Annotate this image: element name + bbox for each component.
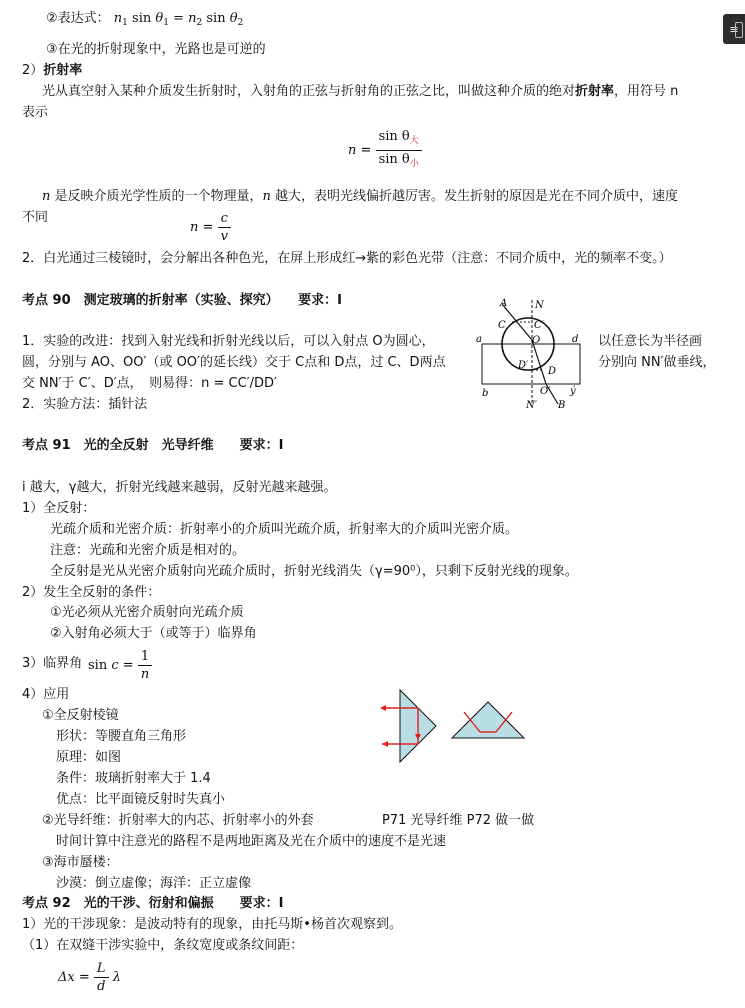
label-Cp: C′ — [534, 320, 544, 331]
mirage-detail: 沙漠：倒立虚像；海洋：正立虚像 — [56, 876, 252, 891]
experiment-line-3: 交 NN′于 C′、D′点， 则易得：n = CC′/DD′ — [22, 376, 278, 391]
label-Dp: D′ — [518, 360, 529, 371]
total-reflection-heading: 1）全反射： — [22, 501, 96, 516]
label-O: O — [532, 335, 541, 346]
label-C: C — [498, 320, 506, 331]
conditions-heading: 2）发生全反射的条件： — [22, 585, 161, 600]
label-Op: O′ — [540, 386, 551, 397]
snell-formula: $n_1$ $\sin \theta_1 = n_2$ $\sin \theta_2$ — [113, 11, 244, 28]
mirage-app: ③海市蜃楼： — [42, 855, 119, 870]
n-meaning-line-2: 不同 — [22, 210, 49, 225]
pen-icon — [735, 22, 743, 38]
critical-angle-formula: sin c = $\frac{1}{n}$ — [88, 646, 152, 686]
experiment-line-2b: 分别向 NN′做垂线， — [598, 355, 716, 370]
glass-block-figure — [472, 298, 592, 410]
refraction-law-line — [46, 10, 243, 32]
interference-line: 1）光的干涉现象：是波动特有的现象，由托马斯•杨首次观察到。 — [22, 917, 402, 932]
label-e: ý — [570, 386, 576, 397]
experiment-line-1a: 1．实验的改进：找到入射光线和折射光线以后，可以入射点 O为圆心， — [22, 334, 435, 349]
double-slit-line: （1）在双缝干涉实验中，条纹宽度或条纹间距： — [22, 938, 304, 953]
prism-advantage: 优点：比平面镜反射时失真小 — [56, 792, 226, 807]
optical-density-line: 光疏介质和光密介质：折射率小的介质叫光疏介质，折射率大的介质叫光密介质。 — [50, 522, 519, 537]
prism-app: ①全反射棱镜 — [42, 708, 119, 723]
total-reflection-definition: 全反射是光从光密介质射向光疏介质时，折射光线消失（γ=90⁰），只剩下反射光线的现象。 — [50, 564, 578, 579]
reversible-line: ③在光的折射现象中，光路也是可逆的 — [46, 42, 266, 57]
prism-shape: 形状：等腰直角三角形 — [56, 729, 187, 744]
experiment-line-1b: 以任意长为半径画 — [598, 334, 703, 349]
critical-angle-label: 3）临界角 — [22, 656, 83, 671]
applications-heading: 4）应用 — [22, 687, 70, 702]
total-reflection-line-0: i 越大，γ越大，折射光线越来越弱，反射光越来越强。 — [22, 480, 337, 495]
definition-line: 光从真空射入某种介质发生折射时，入射角的正弦与折射角的正弦之比，叫做这种介质的绝对折射率，用符号 n — [42, 84, 679, 99]
label-B: B — [558, 400, 566, 410]
prism-dispersion-line: 2．白光通过三棱镜时，会分解出各种色光，在屏上形成红→紫的彩色光带（注意：不同介质中，光的频率不变。） — [22, 251, 672, 266]
condition-1: ①光必须从光密介质射向光疏介质 — [50, 605, 244, 620]
refractive-index-formula: n = $\frac{\sin \theta_大}{\sin \theta_小}$ — [348, 128, 422, 173]
label: ②表达式： — [46, 11, 110, 26]
heading-91: 考点 91 光的全反射 光导纤维 要求：Ⅰ — [22, 438, 284, 453]
label-d: d — [572, 334, 579, 345]
fiber-app: ②光导纤维：折射率大的内芯、折射率小的外套 — [42, 813, 314, 828]
heading-92: 考点 92 光的干涉、衍射和偏振 要求：Ⅰ — [22, 896, 284, 911]
relative-note-line: 注意：光疏和光密介质是相对的。 — [50, 543, 246, 558]
side-menu-button[interactable] — [723, 14, 745, 44]
label-A: A — [500, 298, 508, 309]
experiment-line-4: 2．实验方法：插针法 — [22, 397, 148, 412]
label-b: b — [482, 388, 489, 399]
fringe-formula: Δx = $\frac{L}{d}$ λ — [58, 961, 121, 994]
prism-condition: 条件：玻璃折射率大于 1.4 — [56, 771, 211, 786]
condition-2: ②入射角必须大于（或等于）临界角 — [50, 626, 257, 641]
n-meaning-line: n 是反映介质光学性质的一个物理量，n 越大，表明光线偏折越厉害。发生折射的原因是光在不同介质中，速度 — [42, 189, 679, 204]
experiment-line-2a: 圆，分别与 AO、OO′（或 OO′的延长线）交于 C点和 D点，过 C、D两点 — [22, 355, 446, 370]
total-reflection-prism-figure — [380, 688, 530, 766]
fiber-reference: P71 光导纤维 P72 做一做 — [382, 813, 535, 828]
label-D: D — [548, 366, 557, 377]
label-Np: N′ — [526, 400, 538, 410]
definition-line-2: 表示 — [22, 105, 49, 120]
label-N: N — [535, 300, 544, 311]
prism-principle: 原理：如图 — [56, 750, 122, 765]
section-refractive-index: 2）折射率 — [22, 63, 83, 78]
fiber-time-note: 时间计算中注意光的路程不是两地距离及光在介质中的速度不是光速 — [56, 834, 447, 849]
label-a: a — [476, 334, 482, 345]
menu-icon: ≡ — [729, 22, 739, 36]
speed-formula: n = $\frac{c}{v}$ — [190, 210, 231, 246]
heading-90: 考点 90 测定玻璃的折射率（实验、探究） 要求：Ⅰ — [22, 293, 342, 308]
